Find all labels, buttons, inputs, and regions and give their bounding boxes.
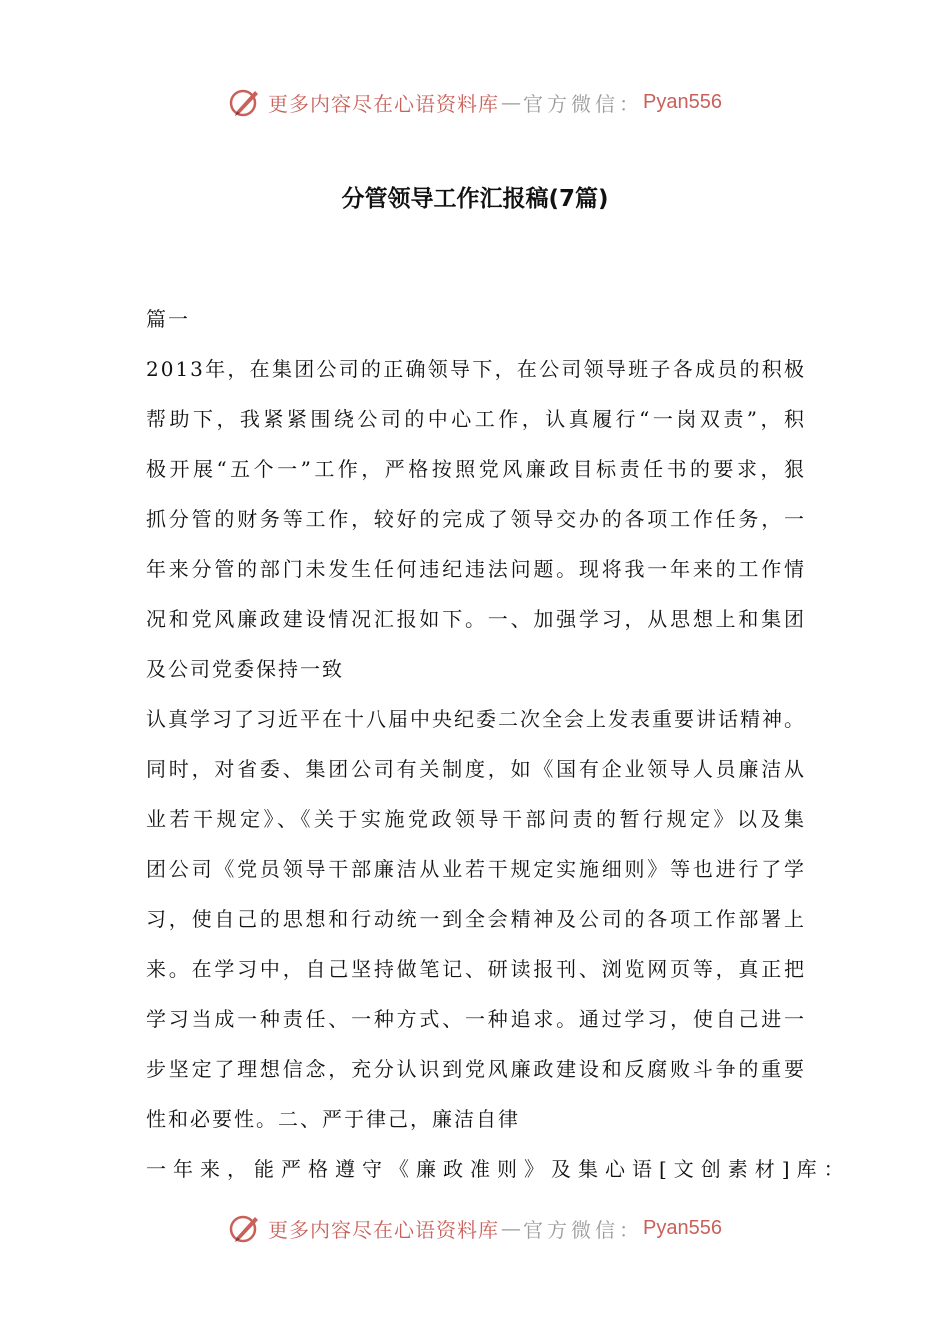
footer-banner — [0, 1208, 950, 1248]
body-line: 帮助下，我紧紧围绕公司的中心工作，认真履行“一岗双责”，积 — [146, 407, 806, 431]
body-line: 2013年，在集团公司的正确领导下，在公司领导班子各成员的积极 — [146, 357, 806, 381]
body-line: 一年来，能严格遵守《廉政准则》及集心语[文创素材]库： — [146, 1157, 851, 1181]
pen-logo-icon — [228, 1211, 262, 1245]
body-line: 同时，对省委、集团公司有关制度，如《国有企业领导人员廉洁从 — [146, 757, 806, 781]
banner-separator: — — [501, 1216, 522, 1240]
body-line: 团公司《党员领导干部廉洁从业若干规定实施细则》等也进行了学 — [146, 857, 806, 881]
wechat-label: 官方微信： — [523, 91, 644, 116]
body-line: 认真学习了习近平在十八届中央纪委二次全会上发表重要讲话精神。 — [146, 707, 806, 731]
body-line: 抓分管的财务等工作，较好的完成了领导交办的各项工作任务，一 — [146, 507, 806, 531]
body-line: 学习当成一种责任、一种方式、一种追求。通过学习，使自己进一 — [146, 1007, 806, 1031]
pen-logo-icon — [228, 85, 262, 119]
body-line: 来。在学习中，自己坚持做笔记、研读报刊、浏览网页等，真正把 — [146, 957, 806, 981]
banner-separator: — — [501, 90, 522, 114]
header-banner — [0, 82, 950, 122]
brand-text: 更多内容尽在心语资料库 — [268, 1217, 500, 1242]
wechat-id: Pyan556 — [643, 1216, 722, 1239]
wechat-label: 官方微信： — [523, 1217, 644, 1242]
body-line: 极开展“五个一”工作，严格按照党风廉政目标责任书的要求，狠 — [146, 457, 806, 481]
section-heading: 篇一 — [146, 307, 190, 331]
body-line: 习，使自己的思想和行动统一到全会精神及公司的各项工作部署上 — [146, 907, 806, 931]
body-line: 性和必要性。二、严于律己，廉洁自律 — [146, 1107, 520, 1131]
body-line: 步坚定了理想信念，充分认识到党风廉政建设和反腐败斗争的重要 — [146, 1057, 806, 1081]
body-line: 及公司党委保持一致 — [146, 657, 344, 681]
body-line: 年来分管的部门未发生任何违纪违法问题。现将我一年来的工作情 — [146, 557, 806, 581]
body-line: 况和党风廉政建设情况汇报如下。一、加强学习，从思想上和集团 — [146, 607, 806, 631]
body-line: 业若干规定》、《关于实施党政领导干部问责的暂行规定》以及集 — [146, 807, 806, 831]
document-title: 分管领导工作汇报稿(7篇) — [341, 186, 609, 212]
brand-text: 更多内容尽在心语资料库 — [268, 91, 500, 116]
document-body — [146, 294, 851, 1194]
wechat-id: Pyan556 — [643, 90, 722, 113]
